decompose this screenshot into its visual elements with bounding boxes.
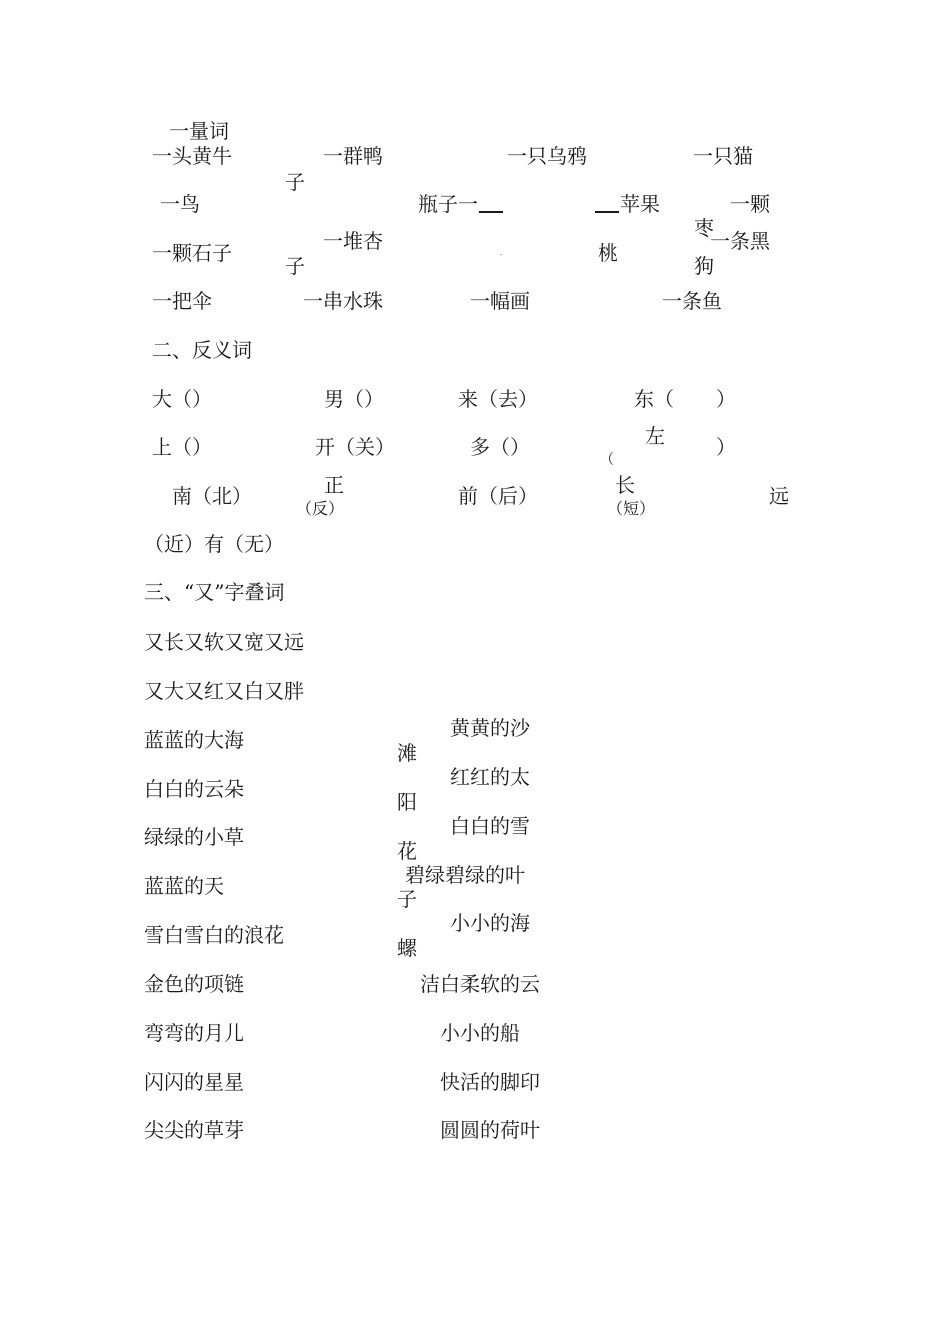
- antonym-item: 开（关）: [315, 435, 395, 459]
- word-item: 一只乌鸦: [507, 144, 587, 168]
- antonym-clipped: （反）: [296, 499, 345, 518]
- word-item: 一条黑: [710, 229, 770, 253]
- antonym-item: （: [600, 452, 614, 468]
- antonym-item: 前（后）: [458, 484, 538, 508]
- phrase-left: 弯弯的月儿: [144, 1021, 244, 1045]
- word-item: 苹果: [594, 192, 660, 216]
- phrase-left: 闪闪的星星: [144, 1070, 244, 1094]
- antonym-item: 长: [615, 473, 635, 497]
- phrase-left: 白白的云朵: [144, 777, 244, 801]
- phrase-right: 红红的太: [450, 765, 530, 789]
- phrase-right-wrap: 滩: [397, 741, 417, 765]
- antonym-item: 多（）: [470, 435, 530, 459]
- phrase-left: 蓝蓝的天: [144, 874, 224, 898]
- phrase-left: 金色的项链: [144, 972, 244, 996]
- section-title: 三、“又”字叠词: [144, 580, 285, 604]
- word-item: 一头黄牛: [152, 144, 232, 168]
- antonym-item: 南（北）: [172, 484, 252, 508]
- word-wrap: 子: [285, 254, 305, 278]
- phrase-left: 雪白雪白的浪花: [144, 923, 284, 947]
- phrase-left: 绿绿的小草: [144, 825, 244, 849]
- word-overlap: 枣: [694, 216, 714, 240]
- phrase-line: 又长又软又宽又远: [144, 630, 304, 654]
- phrase-line: 又大又红又白又胖: [144, 679, 304, 703]
- antonym-item: 远: [769, 484, 789, 508]
- phrase-right: 小小的海: [450, 911, 530, 935]
- antonym-line: （近）有（无）: [144, 532, 284, 556]
- word-item: 一颗石子: [152, 241, 232, 265]
- phrase-right: 小小的船: [440, 1021, 520, 1045]
- word-item: 一条鱼: [662, 289, 722, 313]
- antonym-item: 左: [645, 424, 665, 448]
- word-item: 桃: [598, 241, 618, 265]
- word-wrap: 子: [285, 170, 305, 194]
- antonym-item: 上（）: [152, 435, 212, 459]
- word-item: 一鸟: [160, 192, 200, 216]
- antonym-item: ）: [716, 387, 736, 411]
- section-title: 二、反义词: [152, 338, 252, 362]
- phrase-right: 圆圆的荷叶: [440, 1118, 540, 1142]
- word-item: 一颗: [730, 192, 770, 216]
- word-item: 一把伞: [152, 289, 212, 313]
- antonym-clipped: （短）: [607, 499, 656, 518]
- stray-mark: [500, 254, 502, 255]
- antonym-item: 男（）: [324, 387, 384, 411]
- phrase-left: 蓝蓝的大海: [144, 728, 244, 752]
- phrase-right-wrap: 螺: [397, 936, 417, 960]
- antonym-item: ）: [716, 435, 736, 459]
- phrase-left: 尖尖的草芽: [144, 1118, 244, 1142]
- word-item: 一串水珠: [303, 289, 383, 313]
- antonym-item: 大（）: [152, 387, 212, 411]
- phrase-right: 黄黄的沙: [450, 716, 530, 740]
- antonym-item: 来（去）: [458, 387, 538, 411]
- phrase-right-wrap: 子: [397, 887, 417, 911]
- word-item: 一堆杏: [323, 229, 383, 253]
- phrase-right: 洁白柔软的云: [420, 972, 540, 996]
- antonym-item: 正: [324, 473, 344, 497]
- phrase-right: 白白的雪: [450, 814, 530, 838]
- word-item: 一幅画: [470, 289, 530, 313]
- word-item: 一只猫: [693, 144, 753, 168]
- antonym-item: 东（: [634, 387, 674, 411]
- section-title: 一量词: [169, 119, 229, 143]
- phrase-right-wrap: 花: [397, 839, 417, 863]
- word-wrap: 狗: [694, 254, 714, 278]
- phrase-right: 碧绿碧绿的叶: [405, 863, 525, 887]
- phrase-right: 快活的脚印: [440, 1070, 540, 1094]
- word-item: 瓶子一: [418, 192, 504, 216]
- phrase-right-wrap: 阳: [397, 790, 417, 814]
- word-item: 一群鸭: [323, 144, 383, 168]
